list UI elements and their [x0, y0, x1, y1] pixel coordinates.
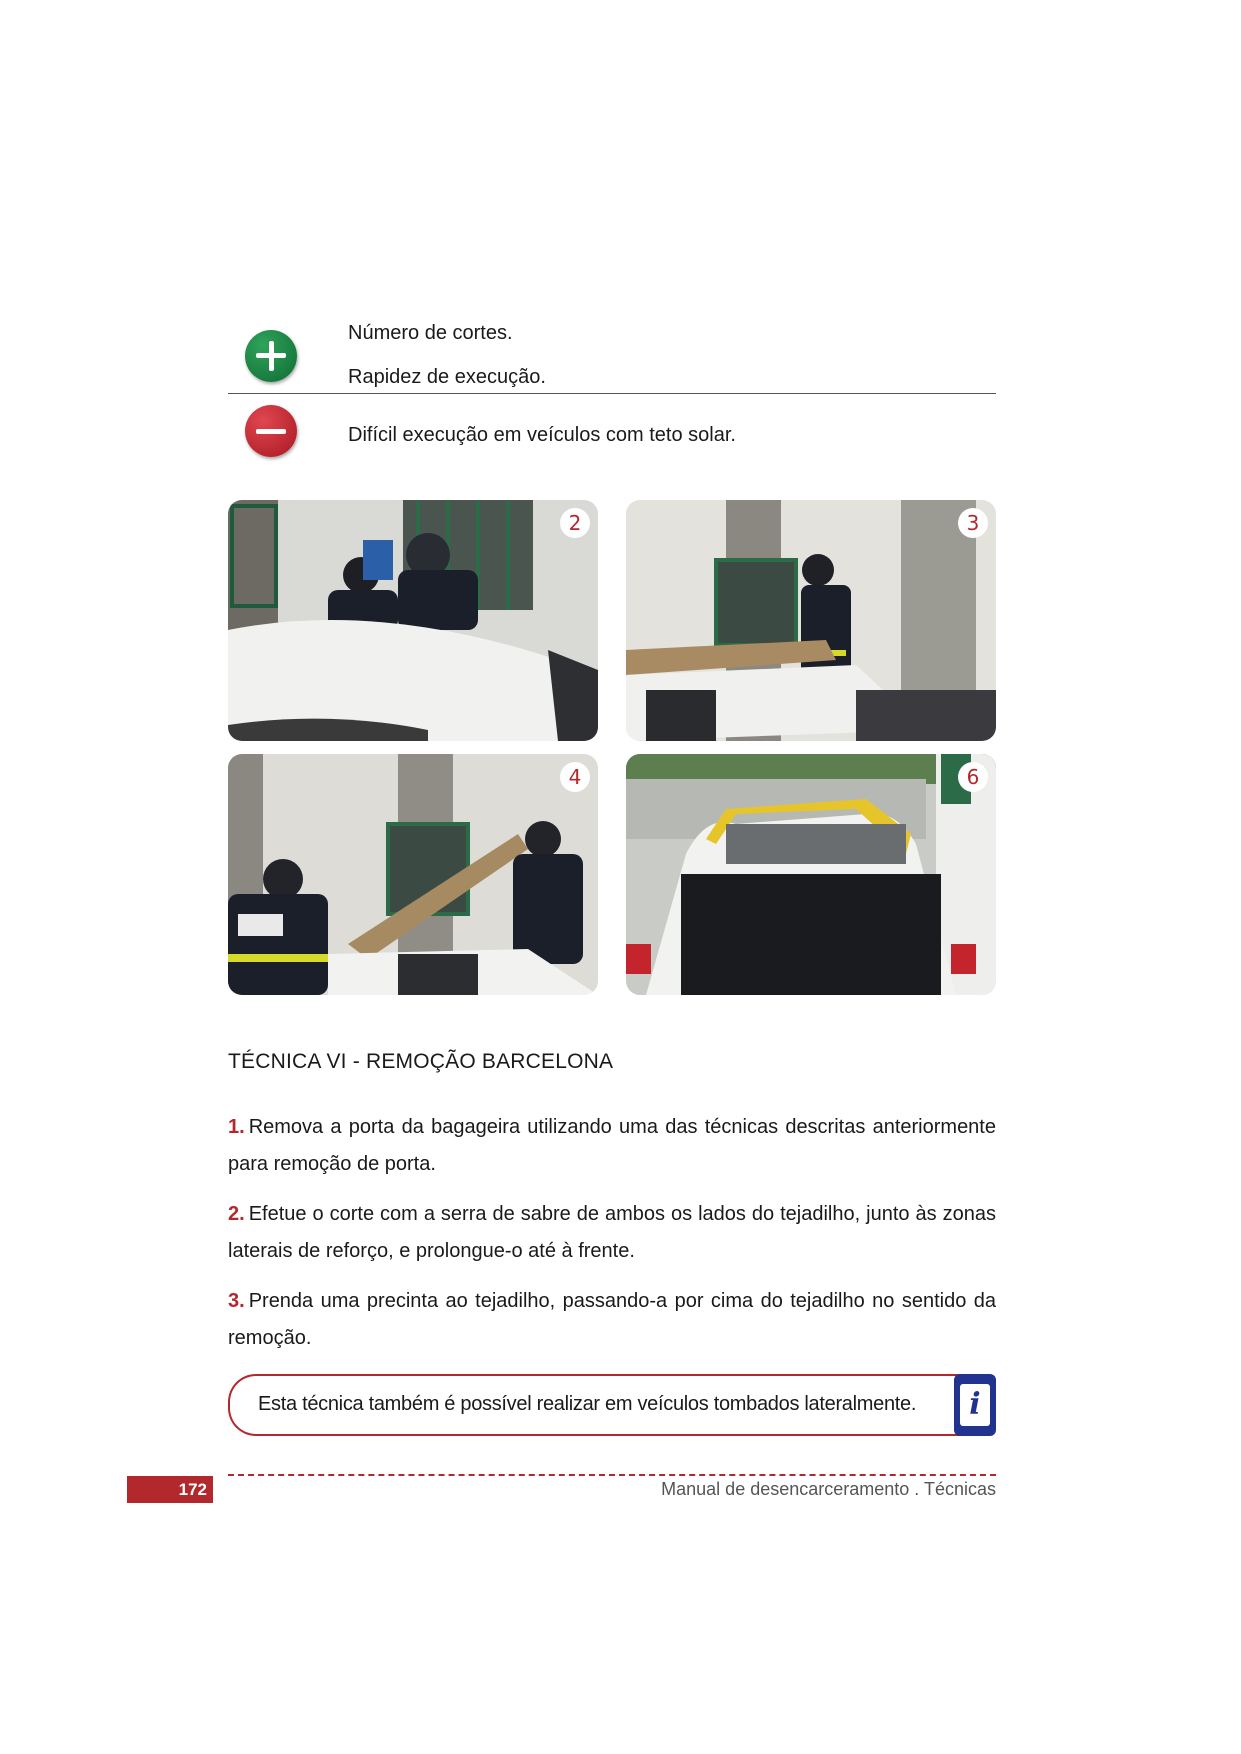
- step-text: Remova a porta da bagageira utilizando uma das técnicas descritas anteriormente para remoção de porta.: [228, 1116, 996, 1175]
- pro-item: Rapidez de execução.: [348, 366, 546, 388]
- photo-image: [228, 754, 598, 995]
- minus-icon: [245, 405, 297, 457]
- plus-icon: [245, 330, 297, 382]
- pros-cons-divider: [228, 393, 996, 394]
- step-number: 3.: [228, 1290, 245, 1312]
- step-number: 1.: [228, 1116, 245, 1138]
- step-number: 2.: [228, 1203, 245, 1225]
- footer-title: Manual de desencarceramento . Técnicas: [661, 1479, 996, 1499]
- step-item: [228, 1109, 996, 1183]
- footer-rule: [228, 1474, 996, 1476]
- con-item: Difícil execução em veículos com teto solar.: [348, 424, 736, 446]
- photo-image: [626, 754, 996, 995]
- step-item: [228, 1196, 996, 1270]
- step-text: Efetue o corte com a serra de sabre de ambos os lados do tejadilho, junto às zonas laterais de reforço, e prolongue-o até à frente.: [228, 1203, 996, 1262]
- photo-number: 4: [560, 762, 590, 792]
- photo-step-2: [228, 500, 598, 741]
- info-icon: [954, 1374, 996, 1436]
- step-text: Prenda uma precinta ao tejadilho, passando-a por cima do tejadilho no sentido da remoção.: [228, 1290, 996, 1349]
- photo-image: [228, 500, 598, 741]
- section-title: TÉCNICA VI - REMOÇÃO BARCELONA: [228, 1050, 614, 1073]
- note-text: Esta técnica também é possível realizar em veículos tombados lateralmente.: [258, 1393, 917, 1415]
- photo-number: 3: [958, 508, 988, 538]
- info-note: [228, 1374, 968, 1436]
- photo-step-4: [228, 754, 598, 995]
- step-item: [228, 1283, 996, 1357]
- photo-number: 2: [560, 508, 590, 538]
- info-glyph: i: [960, 1384, 990, 1426]
- pro-item: Número de cortes.: [348, 322, 513, 344]
- photo-step-6: [626, 754, 996, 995]
- photo-number: 6: [958, 762, 988, 792]
- photo-image: [626, 500, 996, 741]
- page-number: 172: [127, 1476, 213, 1503]
- photo-step-3: [626, 500, 996, 741]
